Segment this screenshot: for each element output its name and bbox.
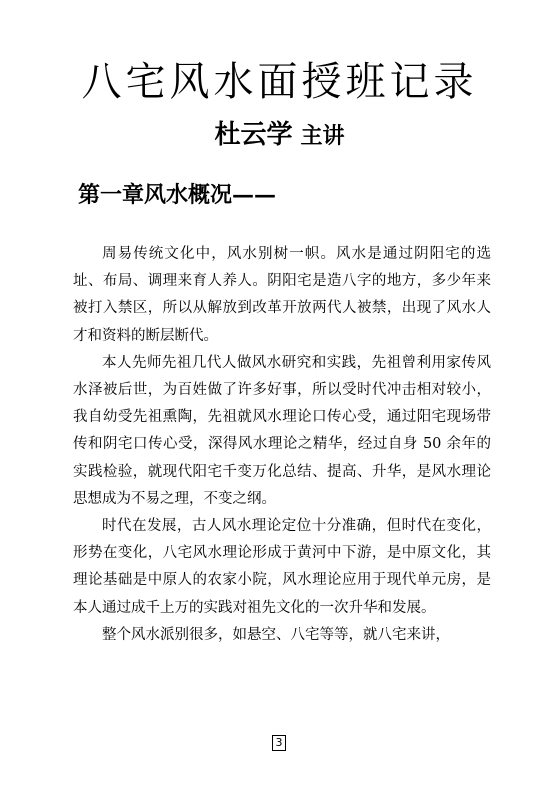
body-text [73, 241, 491, 649]
paragraph: 时代在发展，古人风水理论定位十分准确，但时代在变化，形势在变化，八宅风水理论形成于黄河中下游，是中原文化，其理论基础是中原人的农家小院，风水理论应用于现代单元房，是本人通过成千上万的实践对祖先文化的一次升华和发展。 [73, 518, 491, 616]
paragraph: 整个风水派别很多，如悬空、八宅等等，就八宅来讲， [102, 626, 450, 643]
document-title: 八宅风水面授班记录 [81, 59, 478, 105]
author-name: 杜云学 [214, 120, 293, 150]
author-line [0, 118, 559, 154]
paragraph: 周易传统文化中，风水别树一帜。风水是通过阴阳宅的选址、布局、调理来育人养人。阴阳宅是造八字的地方，多少年来被打入禁区，所以从解放到改革开放两代人被禁，出现了风水人才和资料的断层断代。 [73, 246, 491, 344]
page-number: 3 [272, 735, 286, 751]
chapter-heading: 第一章风水概况—— [78, 182, 277, 208]
paragraph: 本人先师先祖几代人做风水研究和实践，先祖曾利用家传风水泽被后世，为百姓做了许多好事，所以受时代冲击相对较小，我自幼受先祖熏陶，先祖就风水理论口传心受，通过阳宅现场带传和阴宅口传心受，深得风水理论之精华，经过自身 50 余年的实践检验，就现代阳宅千变万化总结、提高、升华，是风水理论思想成为不易之理，不变之纲。 [73, 354, 491, 507]
author-role: 主讲 [300, 124, 345, 149]
